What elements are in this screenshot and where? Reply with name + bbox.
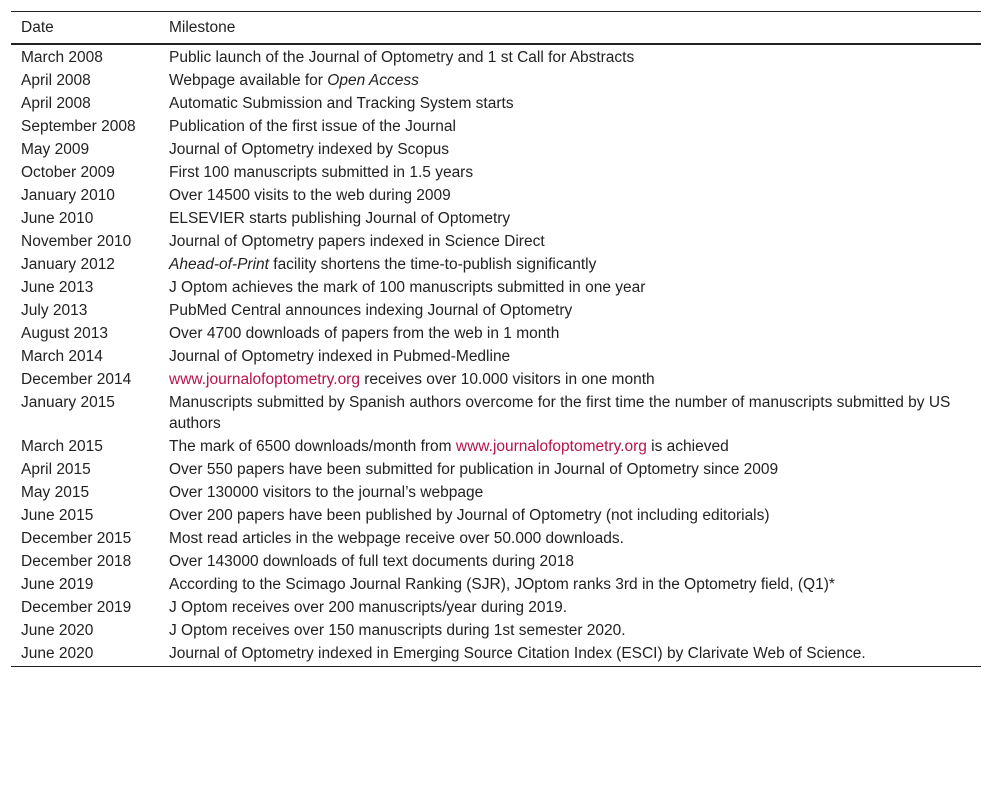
table-row [11,139,981,162]
table-row [11,277,981,300]
milestone-description [169,528,981,551]
journal-website-link[interactable]: www.journalofoptometry.org [455,438,647,455]
table-row [11,369,981,392]
milestone-text: Over 143000 downloads of full text documents during 2018 [169,553,574,570]
milestone-description [169,323,981,346]
milestone-description [169,346,981,369]
milestone-text: Over 14500 visits to the web during 2009 [169,187,451,204]
milestone-description [169,459,981,482]
milestone-emphasis: Ahead-of-Print [169,256,269,273]
table-row [11,620,981,643]
milestone-text: Public launch of the Journal of Optometry and 1 st Call for Abstracts [169,49,635,66]
milestone-text: The mark of 6500 downloads/month from [169,438,456,455]
table-row [11,643,981,667]
table-row [11,346,981,369]
milestone-text: Over 4700 downloads of papers from the web in 1 month [169,325,560,342]
milestone-text: Journal of Optometry indexed in Pubmed-Medline [169,348,511,365]
table-row [11,254,981,277]
milestone-description [169,231,981,254]
milestone-text: Most read articles in the webpage receive over 50.000 downloads. [169,530,624,547]
date-column-header: Date [21,18,54,36]
milestone-description [169,436,981,459]
milestone-description [169,300,981,323]
milestone-description [169,44,981,70]
milestone-description [169,392,981,436]
milestone-date: December 2019 [21,599,132,616]
milestone-date: December 2015 [21,530,132,547]
milestone-date: March 2015 [21,438,103,455]
milestone-text: J Optom receives over 150 manuscripts during 1st semester 2020. [169,622,626,639]
milestone-text: Over 200 papers have been published by Journal of Optometry (not including editorials) [169,507,770,524]
milestone-description [169,162,981,185]
table-row [11,70,981,93]
milestone-text: J Optom achieves the mark of 100 manuscripts submitted in one year [169,279,646,296]
milestone-date: June 2019 [21,576,94,593]
milestone-date: June 2020 [21,622,94,639]
milestone-date: July 2013 [21,302,88,319]
table-row [11,116,981,139]
table-row [11,574,981,597]
table-row [11,392,981,436]
milestone-date: May 2015 [21,484,90,501]
milestone-text: Publication of the first issue of the Journal [169,118,456,135]
milestone-description [169,139,981,162]
milestone-text: Manuscripts submitted by Spanish authors overcome for the first time the number of manuscripts submitted by US authors [169,394,951,432]
milestone-date: March 2014 [21,348,103,365]
table-body [11,44,981,667]
table-row [11,597,981,620]
table-header-row [11,12,981,45]
milestone-emphasis: Open Access [327,72,419,89]
milestone-date: October 2009 [21,164,115,181]
milestone-description [169,369,981,392]
milestone-text: Journal of Optometry indexed by Scopus [169,141,450,158]
milestone-date: December 2018 [21,553,132,570]
table-row [11,208,981,231]
milestone-date: September 2008 [21,118,136,135]
milestone-text: Automatic Submission and Tracking System starts [169,95,514,112]
milestone-text: PubMed Central announces indexing Journal of Optometry [169,302,573,319]
milestone-description [169,277,981,300]
milestone-description [169,597,981,620]
milestone-date: January 2015 [21,394,115,411]
milestone-date: January 2010 [21,187,115,204]
journal-website-link[interactable]: www.journalofoptometry.org [169,371,360,388]
table-row [11,436,981,459]
table-row [11,93,981,116]
table-row [11,323,981,346]
milestones-table-container [11,11,981,667]
milestones-table [11,11,981,667]
milestone-text: Over 130000 visitors to the journal’s webpage [169,484,484,501]
milestone-description [169,551,981,574]
milestone-date: November 2010 [21,233,132,250]
milestone-column-header: Milestone [169,18,236,36]
milestone-date: March 2008 [21,49,103,66]
milestone-description [169,574,981,597]
milestone-date: April 2008 [21,95,91,112]
milestone-text: is achieved [646,438,729,455]
milestone-date: January 2012 [21,256,115,273]
milestone-text: According to the Scimago Journal Ranking (SJR), JOptom ranks 3rd in the Optometry field, (Q1)* [169,576,835,593]
table-row [11,300,981,323]
milestone-date: December 2014 [21,371,132,388]
milestone-text: Over 550 papers have been submitted for publication in Journal of Optometry since 2009 [169,461,779,478]
milestone-description [169,185,981,208]
milestone-text: facility shortens the time-to-publish significantly [268,256,597,273]
milestone-date: April 2015 [21,461,91,478]
table-row [11,162,981,185]
milestone-description [169,482,981,505]
table-row [11,482,981,505]
table-row [11,44,981,70]
milestone-description [169,254,981,277]
milestone-date: May 2009 [21,141,90,158]
milestone-description [169,505,981,528]
milestone-text: Journal of Optometry indexed in Emerging Source Citation Index (ESCI) by Clarivate Web of Science. [169,645,866,662]
milestone-date: June 2010 [21,210,94,227]
milestone-text: Journal of Optometry papers indexed in Science Direct [169,233,545,250]
milestone-text: ELSEVIER starts publishing Journal of Optometry [169,210,511,227]
table-row [11,551,981,574]
table-row [11,459,981,482]
table-row [11,528,981,551]
milestone-date: June 2015 [21,507,94,524]
milestone-description [169,643,981,667]
milestone-date: April 2008 [21,72,91,89]
milestone-description [169,93,981,116]
milestone-date: August 2013 [21,325,109,342]
milestone-date: June 2020 [21,645,94,662]
milestone-text: First 100 manuscripts submitted in 1.5 years [169,164,474,181]
milestone-description [169,70,981,93]
milestone-text: Webpage available for [169,72,328,89]
milestone-description [169,116,981,139]
milestone-description [169,208,981,231]
table-row [11,505,981,528]
milestone-description [169,620,981,643]
table-row [11,185,981,208]
milestone-text: J Optom receives over 200 manuscripts/year during 2019. [169,599,568,616]
table-row [11,231,981,254]
milestone-text: receives over 10.000 visitors in one month [359,371,655,388]
milestone-date: June 2013 [21,279,94,296]
